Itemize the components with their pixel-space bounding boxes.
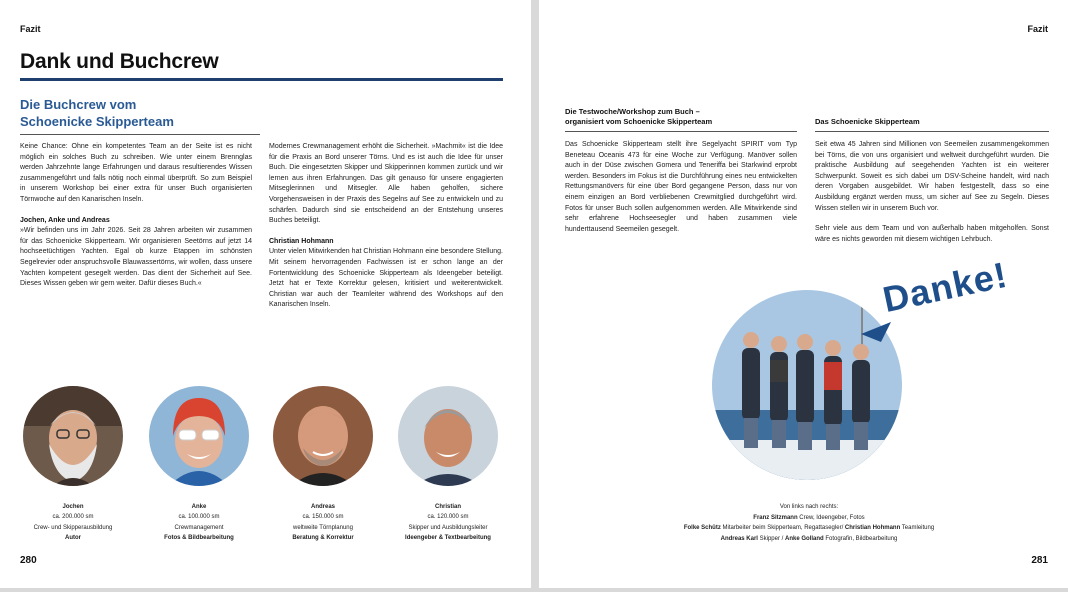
crew-miles: ca. 150.000 sm: [302, 514, 344, 521]
portrait-andreas: [273, 386, 373, 486]
crew-task: Ideengeber & Textbearbeitung: [405, 535, 491, 542]
caption-name: Folke Schütz: [683, 525, 721, 532]
paragraph: Modernes Crewmanagement erhöht die Sicherheit. »Machmit« ist die Idee für die Praxis an Bord unserer Törns. Und es ist auch die Idee für unser Buch. Die eingesetzten Skipper und Skipperinnen kommen zurück und wir lernen aus ihren Erfahrungen. Das gilt genauso für unsere engagierten Mitseglerinnen und Mitsegler. Alle haben geholfen, sichere Vorgehensweisen in der Praxis des Segelns auf See zu entwickeln und zu schärfen. Dadurch sind sie entscheidend an der Entstehung unseres Buches beteiligt.: [269, 143, 503, 225]
heading-line: Die Testwoche/Workshop zum Buch –: [565, 107, 700, 116]
caption-text: Teamleitung: [900, 525, 935, 532]
heading-rule: [565, 131, 797, 132]
crew-miles: ca. 120.000 sm: [427, 514, 469, 521]
page-title: Dank und Buchcrew: [20, 50, 219, 73]
portrait-anke: [149, 386, 249, 486]
subtitle-line: Die Buchcrew vom: [20, 97, 137, 112]
crew-miles: ca. 100.000 sm: [178, 514, 220, 521]
running-head: Fazit: [20, 24, 41, 34]
left-page: [0, 0, 531, 588]
caption-line: [619, 513, 999, 524]
heading-rule: [815, 131, 1049, 132]
crew-name: Andreas: [310, 504, 335, 510]
crew-role: Skipper und Ausbildungsleiter: [408, 524, 488, 531]
crew-name: Christian: [434, 504, 461, 510]
subtitle-rule: [20, 134, 260, 135]
crew-caption: [139, 502, 259, 544]
section-subtitle: [20, 96, 260, 130]
caption-line: [619, 523, 999, 534]
text-column-1: [20, 142, 252, 290]
group-photo-caption: [619, 502, 999, 544]
caption-name: Franz Sitzmann: [753, 514, 798, 521]
portrait-christian: [398, 386, 498, 486]
paragraph: Das Schoenicke Skipperteam stellt ihre Segelyacht SPIRIT vom Typ Beneteau Oceanis 473 für eine Woche zur Verfügung. Manöver sollen auch in der Düse zwischen Gomera und Teneriffa bei Starkwind erprobt werden. Besonders im Fokus ist die Durchführung eines neu entwickelten Rettungsmanövers für eine über Bord gegangene Person, dass nur von einem einzigen an Bord verbliebenen Crewmitglied durchgeführt wird. Fotos für unser Buch sollen aufgenommen werden. Alle Mitwirkende sind sehr erfahrene Hochseesegler und haben zusammen viele hunderttausend Seemeilen gesegelt.: [565, 141, 797, 233]
text-column-1: [565, 140, 797, 235]
paragraph-heading: Christian Hohmann: [269, 237, 334, 245]
section-heading: Das Schoenicke Skipperteam: [815, 117, 920, 126]
crew-task: Autor: [65, 535, 81, 542]
crew-caption: [263, 502, 383, 544]
paragraph: Seit etwa 45 Jahren sind Millionen von Seemeilen zusammengekommen bei Törns, die von uns organisiert und weltweit durchgeführt wurden. Die praktische Ausbildung auf seegehenden Yachten ist ein weiterer Schwerpunkt. Soweit es sich dabei um DSV-Scheine handelt, wird nach deren Vorgaben ausgebildet. Wir haben festgestellt, dass so eine Ausbildung ergänzt werden muss, um sicher auf See zu Segeln. Dieses Wissen stellen wir in unserem Buch vor.: [815, 141, 1049, 212]
text-column-2: [269, 142, 503, 311]
caption-intro: Von links nach rechts:: [779, 504, 839, 510]
caption-line: [619, 534, 999, 545]
heading-line: organisiert vom Schoenicke Skipperteam: [565, 117, 713, 126]
caption-name: Anke Golland: [784, 535, 824, 542]
portrait-jochen: [23, 386, 123, 486]
section-heading: [565, 107, 795, 127]
arrow-icon: [861, 318, 891, 342]
page-number: 280: [20, 555, 37, 566]
caption-text: Mitarbeiter beim Skipperteam, Regattasegler/: [720, 525, 845, 532]
subtitle-line: Schoenicke Skipperteam: [20, 114, 174, 129]
crew-name: Jochen: [62, 504, 84, 510]
paragraph: Sehr viele aus dem Team und von außerhalb haben mitgeholfen. Sonst wäre es nichts geworden mit diesem wichtigen Lehrbuch.: [815, 225, 1049, 243]
title-rule: [20, 78, 503, 81]
paragraph: »Wir befinden uns im Jahr 2026. Seit 28 Jahren arbeiten wir zusammen für das Schoenicke Skipperteam. Wir organisieren Seetörns auf jetzt 14 hochseetüchtigen Yachten. Egal ob kurze Etappen im schönsten Segelrevier oder anspruchsvolle Blauwassertörns, wir wollen, dass unsere Yachten kompetent gesegelt werden. Das dient der Sicherheit auf See. Dieses Wissen geben wir gern weiter. Dafür dieses Buch.«: [20, 227, 252, 288]
caption-name: Christian Hohmann: [844, 525, 901, 532]
crew-role: Crew- und Skipperausbildung: [33, 524, 113, 531]
caption-text: Skipper /: [757, 535, 785, 542]
crew-caption: [388, 502, 508, 544]
running-head: Fazit: [1027, 24, 1048, 34]
caption-text: Fotografin, Bildbearbeitung: [823, 535, 898, 542]
paragraph: Keine Chance: Ohne ein kompetentes Team an der Seite ist es nicht möglich ein solches Buch zu schreiben. Wie unter einem Brennglas werden Jahrzehnte lange Erfahrungen und daraus resultierendes Wissen zusammengeführt und falls nötig noch einmal überprüft. So zum Beispiel in unserem Workshop bei einer extra für unser Buch organisierten Törnwoche auf den Kanarischen Inseln.: [20, 143, 252, 203]
crew-role: weltweite Törnplanung: [293, 524, 353, 531]
crew-caption: [13, 502, 133, 544]
page-number: 281: [1031, 555, 1048, 566]
crew-task: Beratung & Korrektur: [292, 535, 354, 542]
crew-task: Fotos & Bildbearbeitung: [164, 535, 234, 542]
crew-name: Anke: [191, 504, 207, 510]
caption-text: Crew, Ideengeber, Fotos: [797, 514, 865, 521]
caption-name: Andreas Karl: [720, 535, 758, 542]
crew-miles: ca. 200.000 sm: [52, 514, 94, 521]
paragraph-heading: Jochen, Anke und Andreas: [20, 216, 110, 224]
danke-label: Danke!: [879, 253, 1012, 321]
paragraph: Unter vielen Mitwirkenden hat Christian Hohmann eine besondere Stellung. Mit seinem hervorragenden Fachwissen ist er schon lange an der Fortentwicklung des Schoenicke Skipperteam als Ideengeber beteiligt. Jetzt hat er Texte Korrektur gelesen, kritisiert und weiterentwickelt. Christian war auch der Teamleiter während des Workshops auf den Kanarischen Inseln.: [269, 248, 503, 309]
text-column-2: [815, 140, 1049, 245]
right-page: [539, 0, 1068, 588]
crew-role: Crewmanagement: [174, 524, 224, 531]
